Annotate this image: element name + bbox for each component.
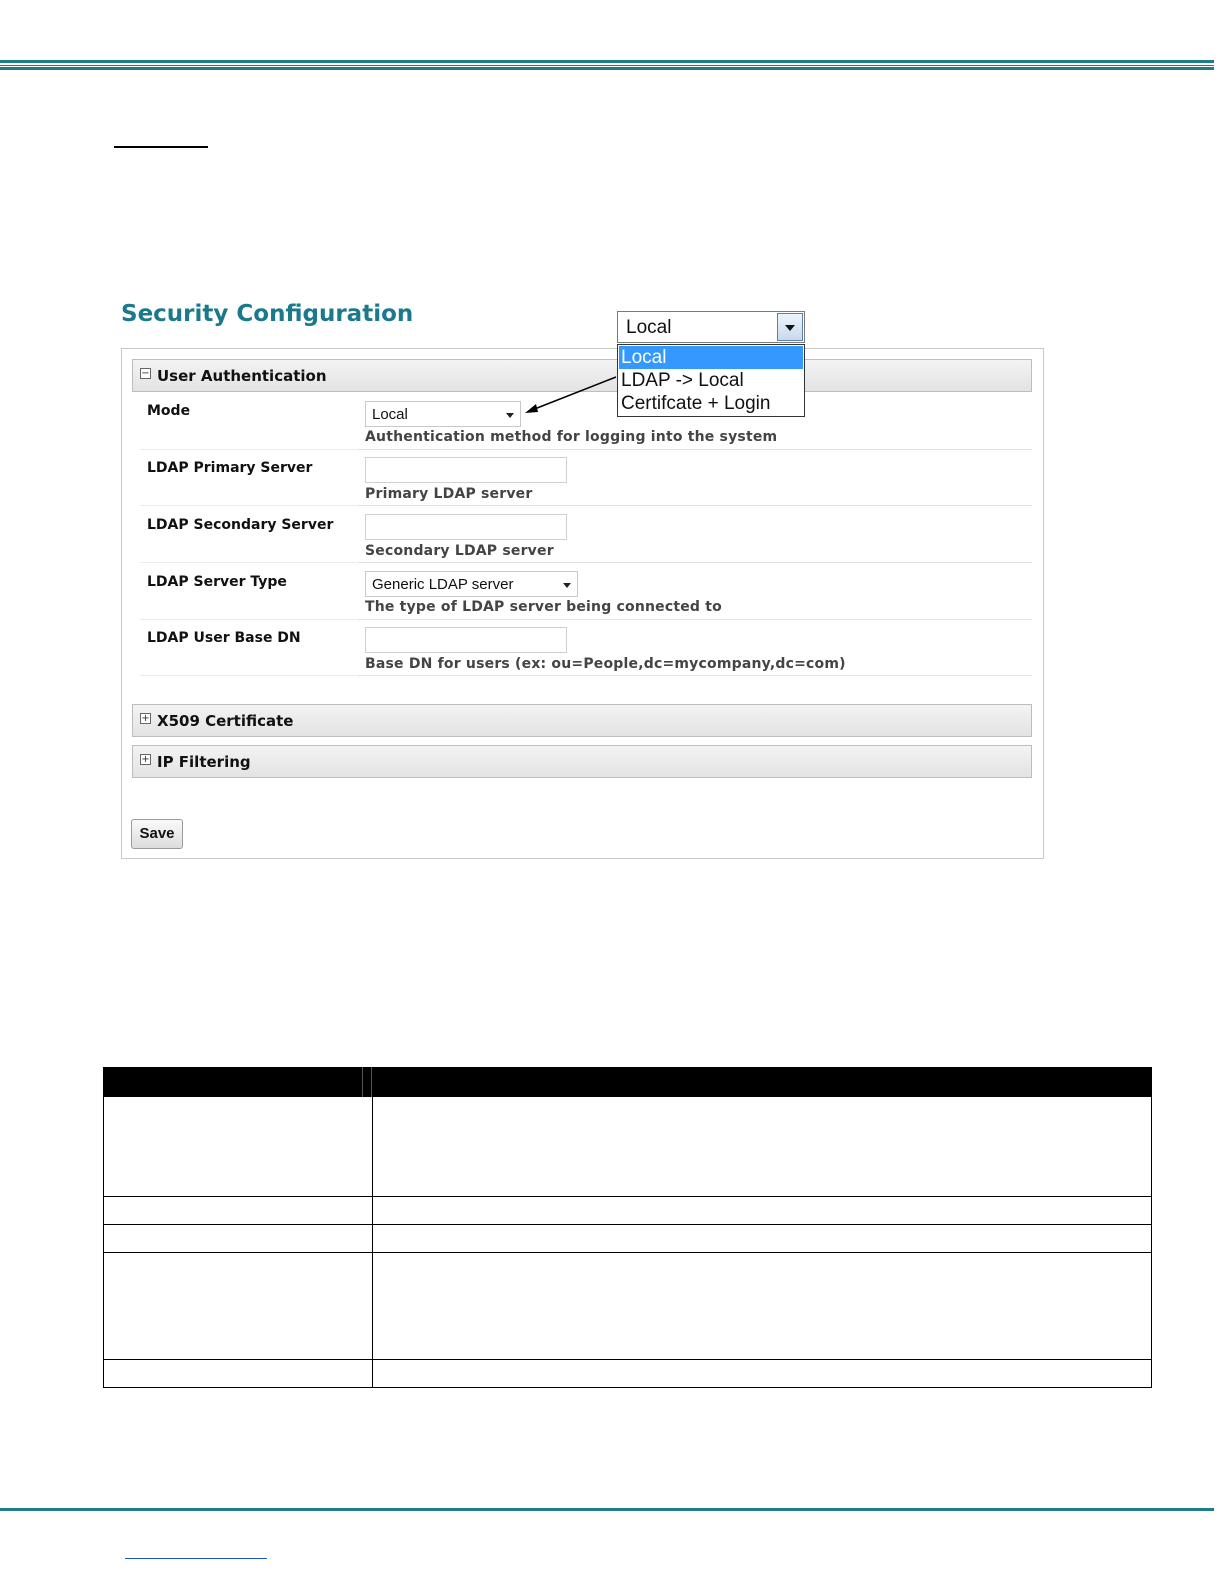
ldap-type-select[interactable]	[365, 571, 578, 597]
callout-mode-dropdown[interactable]	[617, 311, 805, 343]
table-row	[103, 1252, 1152, 1253]
save-button[interactable]: Save	[131, 819, 183, 849]
table-row	[103, 1359, 1152, 1360]
callout-dropdown-list	[617, 344, 805, 417]
row-divider	[140, 449, 356, 450]
row-divider	[357, 562, 1032, 563]
table-header	[103, 1067, 1152, 1097]
expand-box-icon[interactable]: +	[141, 713, 150, 724]
section-label: IP Filtering	[157, 753, 251, 771]
row-divider	[357, 675, 1032, 676]
ldap-type-select-value: Generic LDAP server	[372, 576, 514, 593]
expand-box-icon[interactable]: +	[141, 754, 150, 765]
row-divider	[140, 619, 356, 620]
ldap-base-dn-label: LDAP User Base DN	[147, 630, 301, 646]
collapse-box-icon[interactable]: −	[141, 368, 150, 379]
ldap-secondary-input[interactable]	[365, 514, 567, 540]
ldap-primary-input[interactable]	[365, 457, 567, 483]
dropdown-arrow-icon[interactable]	[777, 313, 803, 341]
row-divider	[357, 449, 1032, 450]
ldap-type-label: LDAP Server Type	[147, 574, 287, 590]
table-column-divider	[372, 1097, 373, 1387]
table-header-divider	[362, 1067, 372, 1097]
row-divider	[140, 505, 356, 506]
ldap-primary-label: LDAP Primary Server	[147, 460, 313, 476]
ldap-secondary-help: Secondary LDAP server	[365, 543, 554, 559]
ldap-base-dn-help: Base DN for users (ex: ou=People,dc=mycompany,dc=com)	[365, 656, 846, 672]
heading-underline	[114, 146, 208, 148]
mode-label: Mode	[147, 403, 191, 419]
section-label: User Authentication	[157, 367, 327, 385]
dropdown-option[interactable]: Certifcate + Login	[621, 393, 771, 414]
ldap-primary-help: Primary LDAP server	[365, 486, 533, 502]
footer-rule	[0, 1508, 1214, 1511]
mode-select-value: Local	[372, 406, 408, 423]
dropdown-option[interactable]: Local	[619, 346, 803, 369]
section-x509-certificate[interactable]	[132, 704, 1032, 737]
mode-select[interactable]	[365, 401, 521, 427]
page-title: Security Configuration	[121, 301, 414, 327]
callout-arrow-icon	[520, 372, 620, 418]
table-row	[103, 1224, 1152, 1225]
header-rule	[0, 60, 1214, 70]
section-ip-filtering[interactable]	[132, 745, 1032, 778]
row-divider	[357, 619, 1032, 620]
description-table	[103, 1067, 1152, 1388]
dropdown-option[interactable]: LDAP -> Local	[621, 370, 744, 391]
callout-dropdown-value: Local	[626, 317, 672, 338]
section-label: X509 Certificate	[157, 712, 294, 730]
row-divider	[140, 675, 356, 676]
footer-link-underline	[125, 1558, 267, 1559]
mode-help: Authentication method for logging into the system	[365, 429, 778, 445]
ldap-type-help: The type of LDAP server being connected to	[365, 599, 722, 615]
row-divider	[357, 505, 1032, 506]
ldap-base-dn-input[interactable]	[365, 627, 567, 653]
row-divider	[140, 562, 356, 563]
table-row	[103, 1196, 1152, 1197]
ldap-secondary-label: LDAP Secondary Server	[147, 517, 334, 533]
